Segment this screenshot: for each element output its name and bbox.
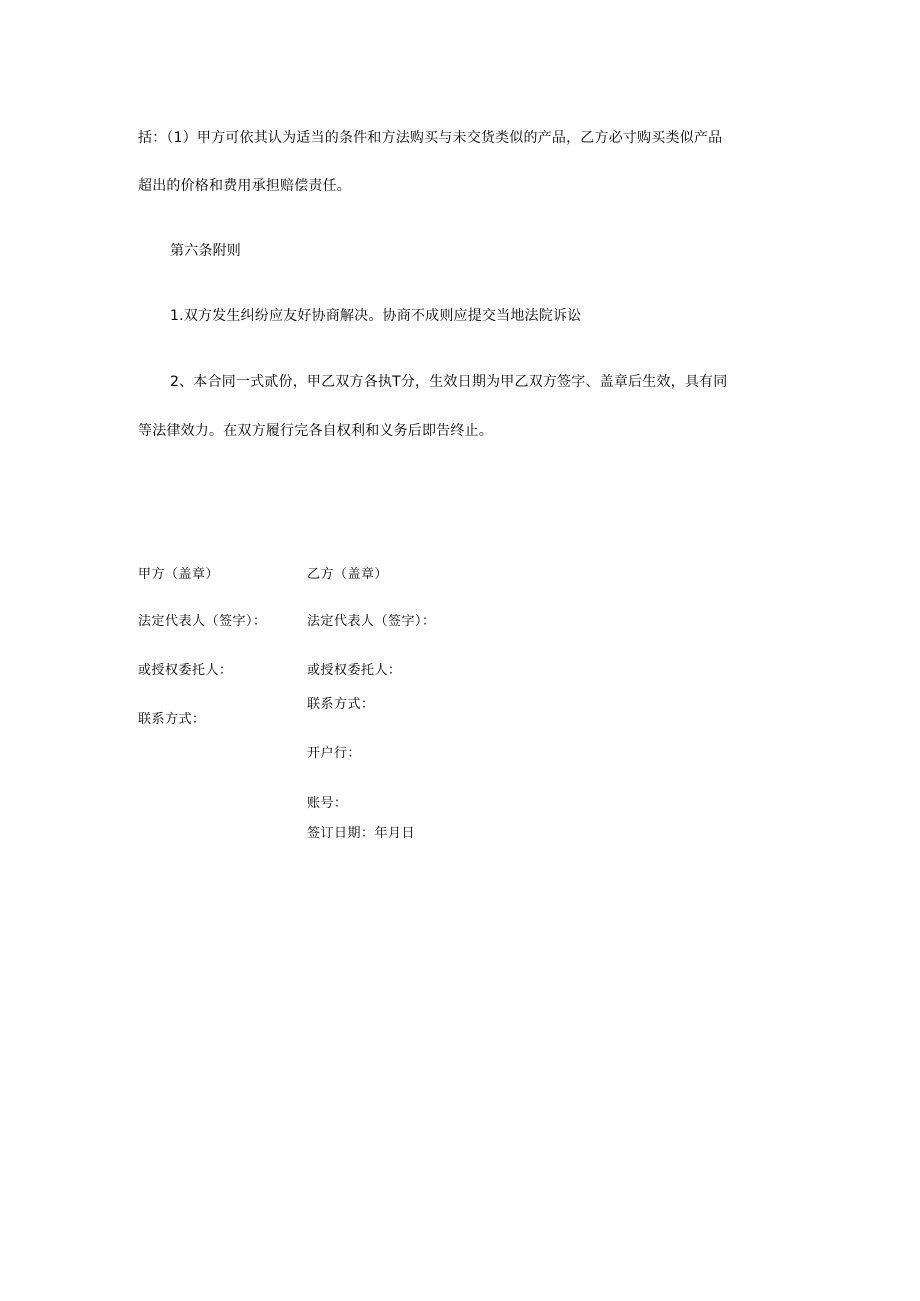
party-b-authorized: 或授权委托人： (307, 663, 402, 678)
clause-text-line-2: 超出的价格和费用承担赔偿责任。 (138, 178, 351, 194)
item-1-text: 1.双方发生纠纷应友好协商解决。协商不成则应提交当地法院诉讼 (170, 308, 582, 324)
clause-text-line-1: 括：（1）甲方可依其认为适当的条件和方法购买与未交货类似的产品，乙方必寸购买类似产品 (138, 130, 723, 146)
section-heading: 第六条附则 (170, 243, 241, 259)
item-2-text-line-2: 等法律效力。在双方履行完各自权利和义务后即告终止。 (138, 423, 493, 439)
party-a-authorized: 或授权委托人： (138, 663, 233, 678)
party-b-account: 账号： (307, 796, 348, 811)
party-b-sign-date: 签订日期：年月日 (307, 826, 416, 841)
item-2-text-line-1: 2、本合同一式贰份，甲乙双方各执T分，生效日期为甲乙双方签字、盖章后生效，具有同 (170, 374, 728, 390)
party-a-legal-rep: 法定代表人（签字）： (138, 614, 267, 629)
party-b-contact: 联系方式： (307, 697, 375, 712)
party-b-title: 乙方（盖章） (307, 567, 389, 582)
party-a-title: 甲方（盖章） (138, 567, 220, 582)
party-b-bank: 开户行： (307, 746, 362, 761)
party-b-legal-rep: 法定代表人（签字）： (307, 614, 436, 629)
party-a-contact: 联系方式： (138, 712, 206, 727)
